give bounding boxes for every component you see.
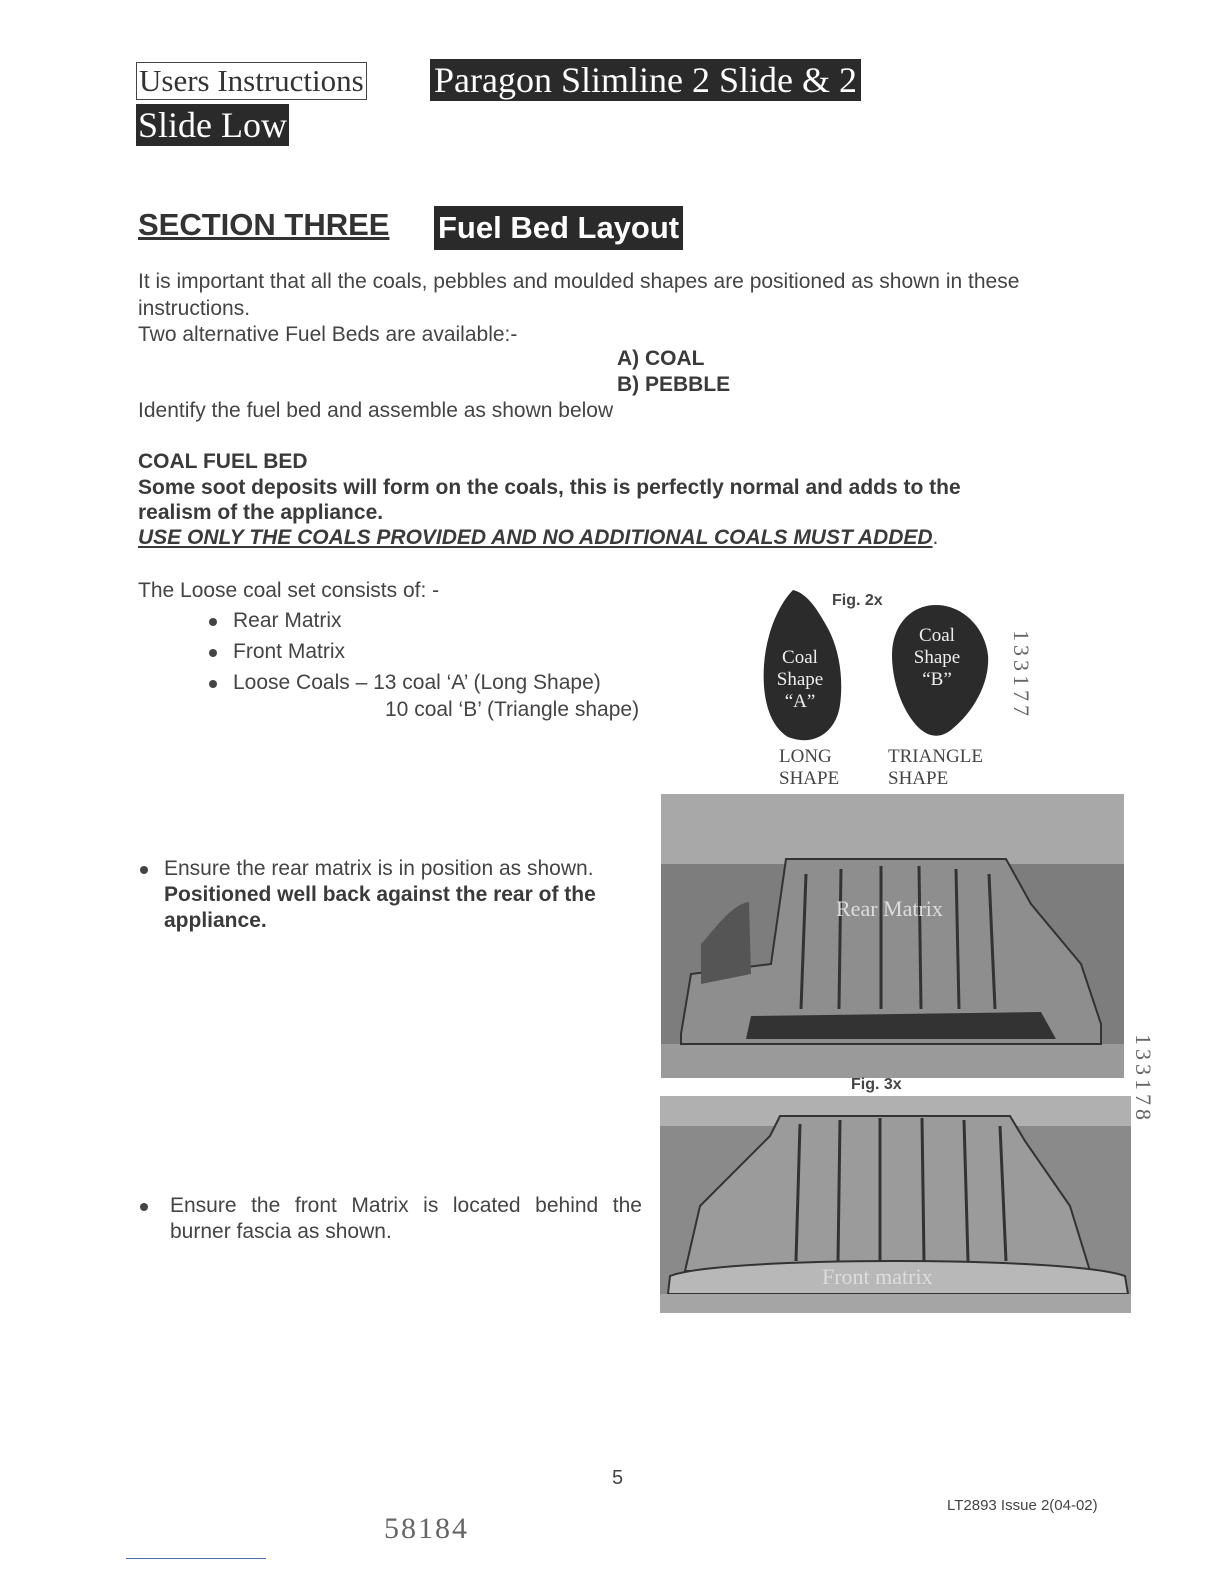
intro-line2: instructions. bbox=[138, 297, 251, 320]
step1-bullet bbox=[138, 856, 596, 934]
intro-line1: It is important that all the coals, pebbles and moulded shapes are positioned as shown in these bbox=[138, 270, 1020, 293]
footer-divider bbox=[126, 1558, 266, 1559]
coal-bed-notice bbox=[138, 525, 938, 551]
fig2-ref-number: 133177 bbox=[1009, 630, 1034, 720]
coal-shape-b-text1: Coal bbox=[919, 625, 955, 646]
coal-set-intro: The Loose coal set consists of: - bbox=[138, 579, 440, 602]
page-number: 5 bbox=[612, 1467, 624, 1489]
step1-bold1: Positioned well back against the rear of the bbox=[164, 883, 596, 906]
rear-matrix-label: Rear Matrix bbox=[836, 896, 943, 921]
front-matrix-label: Front matrix bbox=[822, 1264, 933, 1289]
step1-bold2: appliance. bbox=[164, 909, 267, 932]
step2-line2: burner fascia as shown. bbox=[170, 1220, 392, 1243]
fig2-caption: Fig. 2x bbox=[832, 592, 883, 609]
long-shape-text1: LONG bbox=[779, 746, 832, 767]
section-label: SECTION THREE bbox=[138, 207, 390, 242]
coal-bed-heading: COAL FUEL BED bbox=[138, 450, 308, 473]
step1-text: Ensure the rear matrix is in position as shown. bbox=[164, 857, 594, 880]
list-item: Front Matrix bbox=[207, 639, 601, 665]
triangle-shape-text2: SHAPE bbox=[888, 768, 949, 789]
coal-shape-b-text3: “B” bbox=[922, 669, 952, 690]
coal-bed-notice-text: USE ONLY THE COALS PROVIDED AND NO ADDITIONAL COALS MUST ADDED bbox=[138, 526, 933, 549]
option-pebble: B) PEBBLE bbox=[617, 373, 731, 396]
step1-list bbox=[138, 856, 596, 934]
triangle-shape-text1: TRIANGLE bbox=[888, 746, 983, 767]
coal-shape-a-label bbox=[762, 647, 838, 713]
header-title-line2: Slide Low bbox=[138, 105, 287, 145]
header-title-line1: Paragon Slimline 2 Slide & 2 bbox=[430, 59, 861, 101]
rear-matrix-photo bbox=[661, 794, 1124, 1078]
coal-shape-b-text2: Shape bbox=[913, 647, 961, 668]
stamp-number: 58184 bbox=[384, 1512, 469, 1545]
rear-matrix-illustration bbox=[661, 794, 1124, 1078]
intro-line3: Two alternative Fuel Beds are available:- bbox=[138, 323, 518, 346]
coal-bed-notice-end: . bbox=[932, 526, 939, 549]
coal-shape-b-label bbox=[896, 625, 978, 691]
doc-ref: LT2893 Issue 2(04-02) bbox=[947, 1497, 1098, 1514]
coal-set-item3-cont: 10 coal ‘B’ (Triangle shape) bbox=[385, 698, 640, 721]
step2-list bbox=[138, 1193, 642, 1245]
list-item: Loose Coals – 13 coal ‘A’ (Long Shape) bbox=[207, 670, 601, 696]
triangle-shape-label bbox=[888, 746, 983, 790]
header-users-instructions: Users Instructions bbox=[136, 62, 367, 100]
option-coal: A) COAL bbox=[617, 347, 705, 370]
list-item bbox=[138, 856, 596, 934]
fig3-caption: Fig. 3x bbox=[851, 1076, 902, 1093]
list-item: Rear Matrix bbox=[207, 608, 601, 634]
intro-line4: Identify the fuel bed and assemble as shown below bbox=[138, 399, 614, 422]
coal-shape-a-text3: “A” bbox=[784, 691, 816, 712]
list-item bbox=[138, 1193, 642, 1245]
front-matrix-photo bbox=[660, 1096, 1131, 1313]
coal-shape-a-text2: Shape bbox=[776, 669, 824, 690]
long-shape-label bbox=[779, 746, 839, 790]
step2-line1: Ensure the front Matrix is located behind the bbox=[170, 1194, 642, 1217]
step2-bullet bbox=[138, 1193, 642, 1245]
coal-bed-warning-line1: Some soot deposits will form on the coals, this is perfectly normal and adds to the bbox=[138, 476, 961, 499]
coal-set-list bbox=[207, 608, 601, 696]
coal-bed-warning-line2: realism of the appliance. bbox=[138, 501, 384, 524]
fig3-ref-number: 133178 bbox=[1131, 1034, 1156, 1124]
long-shape-text2: SHAPE bbox=[779, 768, 840, 789]
section-title: Fuel Bed Layout bbox=[434, 206, 683, 250]
coal-shape-a-text1: Coal bbox=[782, 647, 818, 668]
